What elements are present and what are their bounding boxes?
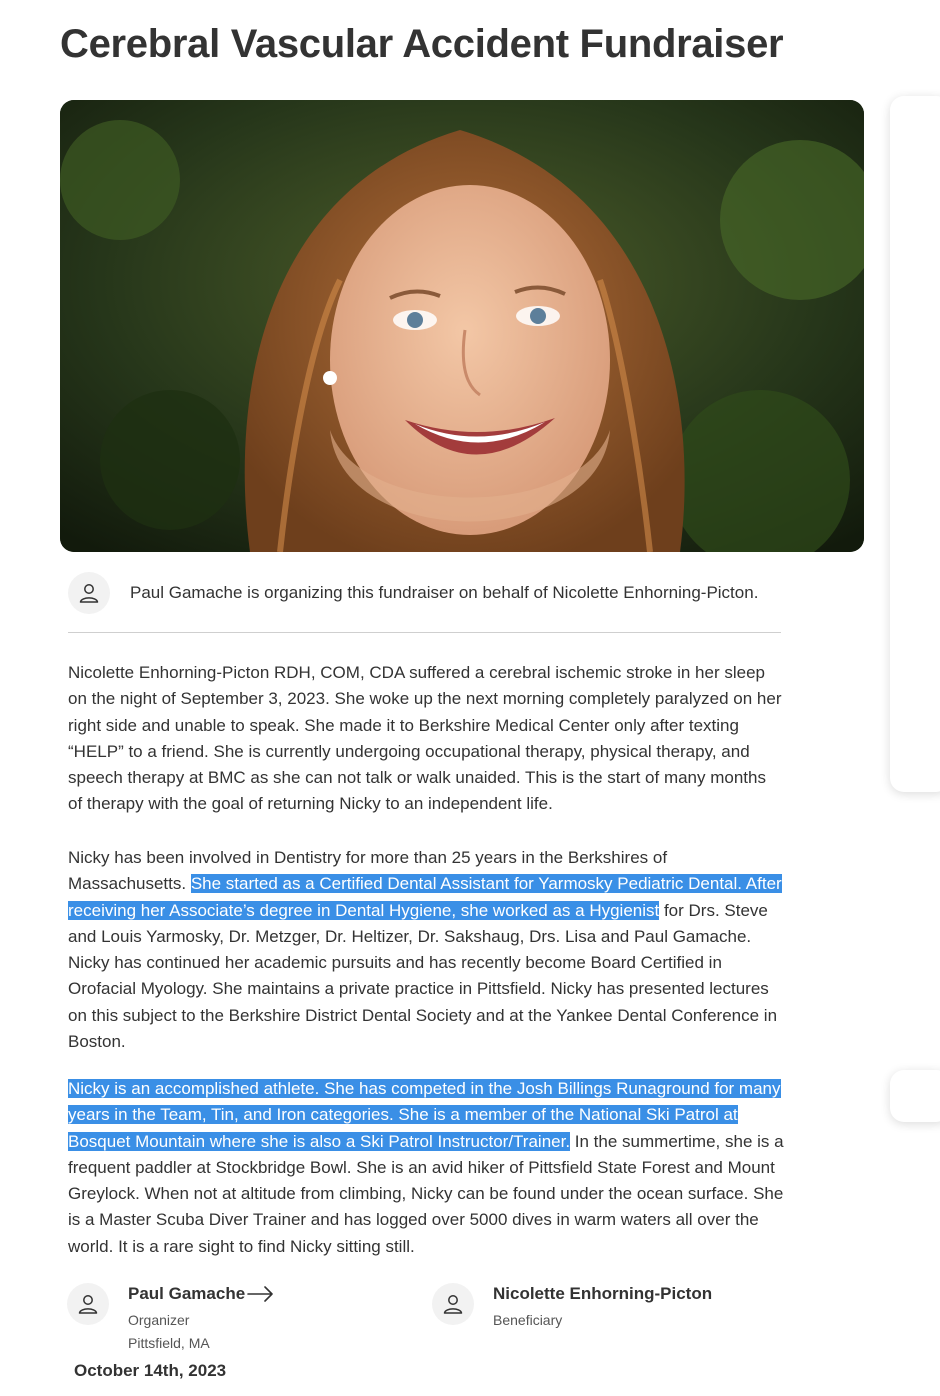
- arrow-right-icon: [247, 1285, 275, 1303]
- beneficiary-avatar: [432, 1283, 474, 1325]
- story-paragraph-2: [68, 845, 784, 1055]
- story-text: for Drs. Steve and Louis Yarmosky, Dr. Metzger, Dr. Heltizer, Dr. Sakshaug, Drs. Lisa and Paul Gamache. Nicky has continued her academic pursuits and has recently become Board Certified in Orofacial Myology. She maintains a private practice in Pittsfield. Nicky has presented lectures on this subject to the Berkshire District Dental Society and at the Yankee Dental Conference in Boston.: [68, 900, 778, 1052]
- story-paragraph-3: [68, 1076, 784, 1260]
- created-date: October 14th, 2023: [74, 1361, 227, 1380]
- organizer-location: Pittsfield, MA: [128, 1335, 210, 1351]
- organizer-role: Organizer: [128, 1312, 190, 1328]
- hero-photo-graphic: [60, 100, 864, 552]
- user-icon: [441, 1292, 465, 1316]
- organizer-avatar: [68, 572, 110, 614]
- story-text: Nicky has been involved in Dentistry for more than 25 years in the Berkshires of Massachusetts.: [68, 848, 668, 894]
- user-icon: [77, 581, 101, 605]
- beneficiary-name: [493, 1284, 712, 1304]
- user-icon: [76, 1292, 100, 1316]
- beneficiary-name-text: Nicolette Enhorning-Picton: [493, 1284, 713, 1303]
- secondary-panel: [890, 1070, 940, 1122]
- story-text: In the summertime, she is a frequent paddler at Stockbridge Bowl. She is an avid hiker of Pittsfield State Forest and Mount Greylock. When not at altitude from climbing, Nicky can be found under the ocean surface. She is a Master Scuba Diver Trainer and has logged over 5000 dives in warm waters all over the world. It is a rare sight to find Nicky sitting still.: [68, 1131, 784, 1256]
- donation-panel: [890, 96, 940, 792]
- organizer-name: Paul Gamache: [128, 1284, 246, 1303]
- organizer-avatar: [67, 1283, 109, 1325]
- story-paragraph-1: Nicolette Enhorning-Picton RDH, COM, CDA suffered a cerebral ischemic stroke in her sleep on the night of September 3, 2023. She woke up the next morning completely paralyzed on her right side and unable to speak. She made it to Berkshire Medical Center only after texting “HELP” to a friend. She is currently undergoing occupational therapy, physical therapy, and speech therapy at BMC as she can not talk or walk unaided. This is the start of many months of therapy with the goal of returning Nicky to an independent life.: [68, 663, 782, 814]
- page-title: Cerebral Vascular Accident Fundraiser: [60, 22, 784, 66]
- organizer-name-link[interactable]: [128, 1284, 275, 1304]
- selected-text[interactable]: Nicky is an accomplished athlete. She has competed in the Josh Billings Runaground for many years in the Team, Tin, and Iron categories. She is a member of the National Ski Patrol at Bosquet Mountain where she is also a Ski Patrol Instructor/Trainer.: [68, 1079, 781, 1151]
- divider: [68, 632, 781, 633]
- selected-text[interactable]: She started as a Certified Dental Assistant for Yarmosky Pediatric Dental. After receiving her Associate’s degree in Dental Hygiene, she worked as a Hygienist: [68, 874, 782, 920]
- beneficiary-role: Beneficiary: [493, 1312, 563, 1328]
- hero-photo[interactable]: [60, 100, 864, 552]
- organizer-statement: Paul Gamache is organizing this fundraiser on behalf of Nicolette Enhorning-Picton.: [130, 583, 759, 602]
